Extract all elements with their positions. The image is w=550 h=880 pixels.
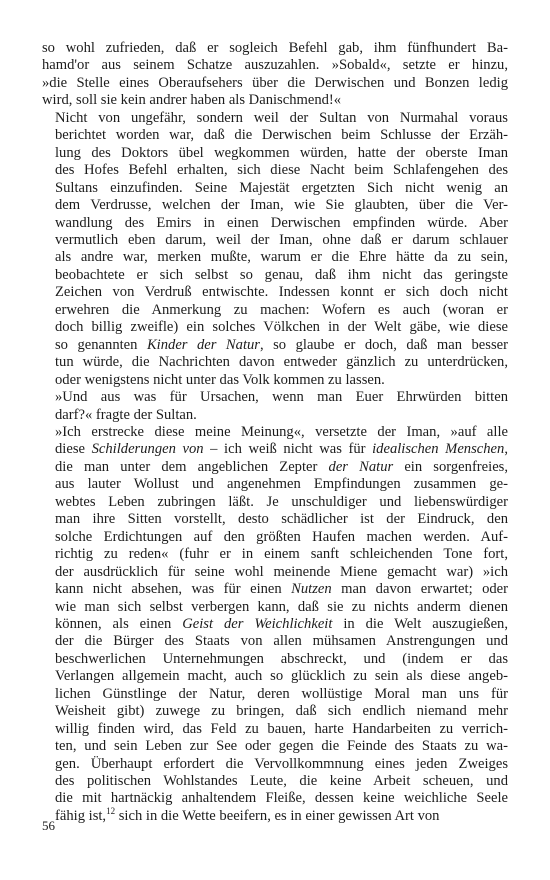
text-line [42,337,508,354]
emphasis-text: Geist der Weichlichkeit [182,615,333,632]
text-line [42,668,508,685]
text-line [42,40,508,57]
footnote-marker: 12 [106,806,116,817]
text-run: fähig ist, [55,807,107,824]
text-run: sich in die Wette beeifern, es in einer gewissen Art von [115,807,440,824]
text-run: diese [55,441,92,458]
emphasis-text: idealischen Menschen [372,441,505,458]
text-line [42,703,508,720]
text-run: Zeichen von Verdruß entwischte. Indessen konnt er sich doch nicht [55,284,508,301]
text-run: Verlangen allgemein macht, auch so glücklich zu sein als diese angeb- [55,668,508,685]
text-line [42,302,508,319]
text-line [42,215,508,232]
text-run: in die Welt auszugießen, [332,615,508,632]
text-line [42,651,508,668]
text-run: beschwerlichen Unternehmungen abschreckt, und (indem er das [55,650,508,667]
text-line [42,633,508,650]
text-run: Nicht von ungefähr, sondern weil der Sultan von Nurmahal voraus [55,109,508,126]
text-line [42,180,508,197]
emphasis-text: Kinder der Natur [146,336,260,353]
text-line [42,110,508,127]
text-run: so wohl zufrieden, daß er sogleich Befehl gab, ihm fünfhundert Ba- [42,40,508,56]
text-run: Weisheit gibt) zuwege zu bringen, daß sich endlich niemand mehr [55,703,508,720]
emphasis-text: Schilderungen von [91,441,204,458]
text-run: dem Verdrusse, welchen der Iman, wie Sie glaubten, über die Ver- [55,197,508,214]
page-number: 56 [42,818,55,833]
text-line [42,599,508,616]
text-line [42,616,508,633]
text-line [42,389,508,406]
text-run: des politischen Wohlstandes Leute, die keine Arbeit scheuen, und [55,773,508,790]
text-line [42,407,508,424]
text-line [42,372,508,389]
emphasis-text: der Natur [328,458,394,475]
text-line [42,808,508,825]
paragraph [42,110,508,389]
text-run: die mit hartnäckig anhaltendem Fleiße, dessen keine weichliche Seele [55,790,508,807]
text-run: so genannten [55,336,147,353]
text-run: als andre war, merken mußte, warum er die Ehre hätte da zu sein, [55,249,508,266]
emphasis-text: Nutzen [291,581,332,598]
text-line [42,75,508,92]
text-run: berichtet worden war, daß die Derwischen beim Schlusse der Erzäh- [55,127,508,144]
text-run: aus lauter Wollust und angenehmen Empfindungen zusammen ge- [55,476,508,493]
text-run: »Ich erstrecke diese meine Meinung«, versetzte der Iman, »auf alle [55,423,508,440]
text-line [42,546,508,563]
text-run: oder wenigstens nicht unter das Volk kommen zu lassen. [55,371,385,388]
text-run: des Hofes Befehl erhalten, sich diese Nacht beim Schlafengehen des [55,162,508,179]
text-run: lichen Günstlinge der Natur, deren wollüstige Moral man uns für [55,685,508,702]
text-line [42,756,508,773]
text-run: , so glaube er doch, daß man besser [259,336,508,353]
text-run: »Und aus was für Ursachen, wenn man Euer Ehrwürden bitten [55,389,508,406]
text-run: die man unter dem angeblichen Zepter [55,458,329,475]
text-line [42,476,508,493]
text-run: gen. Überhaupt erfordert die Vervollkommnung eines jeden Zweiges [55,755,508,772]
text-run: ein sorgenfreies, [393,458,509,475]
body-text [42,40,508,825]
text-line [42,232,508,249]
text-run: der ausdrücklich für seine wohl meinende Miene gemacht war) »ich [55,563,508,580]
paragraph [42,424,508,825]
text-line [42,459,508,476]
text-line [42,494,508,511]
text-line [42,354,508,371]
text-run: vermutlich eben darum, weil der Iman, ohne daß er darum schlauer [55,231,508,248]
text-run: »die Stelle eines Oberaufsehers über die Derwischen und Bonzen ledig [42,74,508,91]
text-run: man ihre Sitten vorstellt, desto schädlicher ist der Eindruck, den [55,511,508,528]
text-run: solche Erdichtungen auf den größten Haufen machen werden. Auf- [55,528,508,545]
text-run: erwehren die Anmerkung zu machen: Wofern es auch (woran er [55,301,508,318]
text-run: können, als einen [55,615,183,632]
text-line [42,686,508,703]
text-line [42,738,508,755]
text-line [42,284,508,301]
text-line [42,319,508,336]
text-run: willig finden wird, das Feld zu bauen, harte Handarbeiten zu verrich- [55,720,508,737]
text-line [42,145,508,162]
text-run: wandlung des Emirs in einen Derwischen empfinden würde. Aber [55,214,508,231]
text-line [42,249,508,266]
text-run: , [504,441,508,458]
text-run: man davon erwartet; oder [331,581,509,598]
text-line [42,92,508,109]
text-line [42,721,508,738]
text-line [42,267,508,284]
text-run: wie man sich selbst verbergen kann, daß sie zu nichts anderm dienen [55,598,508,615]
text-run: wird, soll sie kein andrer haben als Danischmend!« [42,92,342,109]
text-run: webtes Leben zubringen läßt. Je unschuldiger und liebenswürdiger [55,493,508,510]
text-line [42,773,508,790]
text-line [42,57,508,74]
text-line [42,162,508,179]
text-run: – ich weiß nicht was für [203,441,373,458]
text-run: Sultans einzufinden. Seine Majestät ergetzten Sich nicht wenig an [55,179,508,196]
text-line [42,424,508,441]
text-run: hamd'or aus seinem Schatze auszuzahlen. »Sobald«, setzte er hinzu, [42,57,508,74]
text-line [42,564,508,581]
text-run: doch billig zweifle) ein solches Völkchen in der Welt gäbe, wie diese [55,319,508,336]
paragraph [42,389,508,424]
text-line [42,511,508,528]
text-line [42,441,508,458]
text-line [42,581,508,598]
text-run: tun würde, die Nachrichten davon entweder gänzlich zu unterdrücken, [55,354,508,371]
text-run: ten, und sein Leben zur See oder gegen die Feinde des Staats zu wa- [55,738,508,755]
text-run: kann nicht absehen, was für einen [55,581,292,598]
text-run: beobachtete er sich selbst so genau, daß ihm nicht das geringste [55,266,508,283]
text-line [42,197,508,214]
text-run: richtig zu reden« (fuhr er in einem sanft schleichenden Tone fort, [55,546,508,563]
text-run: der die Bürger des Staats von allen mühsamen Anstrengungen und [55,633,508,650]
text-line [42,127,508,144]
text-line [42,529,508,546]
text-run: darf?« fragte der Sultan. [55,406,197,423]
paragraph [42,40,508,110]
text-run: lung des Doktors übel wegkommen würden, hatte der oberste Iman [55,144,508,161]
